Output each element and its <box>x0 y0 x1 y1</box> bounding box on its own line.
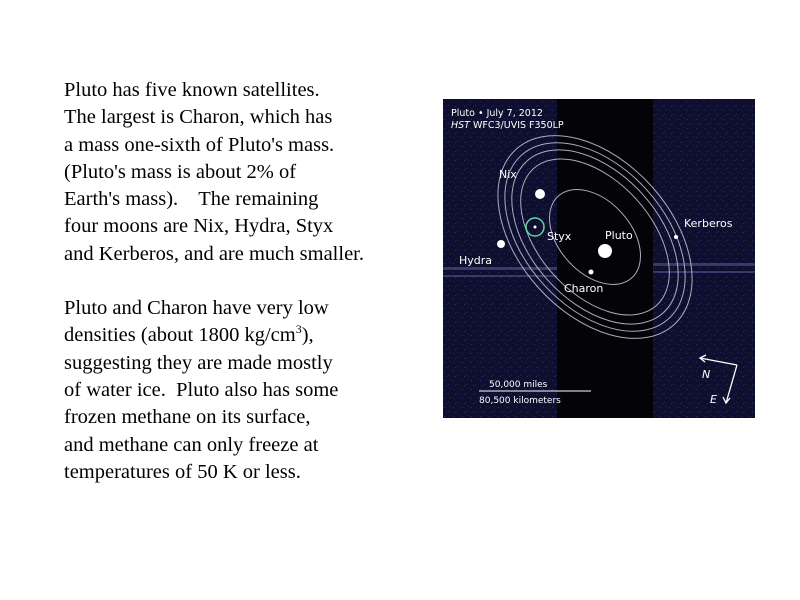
charon-moon <box>589 270 594 275</box>
density-close: ), <box>301 324 314 347</box>
styx-moon <box>534 226 537 229</box>
text-line: four moons are Nix, Hydra, Styx <box>64 215 334 238</box>
text-line: temperatures of 50 K or less. <box>64 460 301 483</box>
text-line: of water ice. Pluto also has some <box>64 378 339 401</box>
text-line: and methane can only freeze at <box>64 433 319 456</box>
label-hydra: Hydra <box>459 254 493 267</box>
kerberos-moon <box>674 235 678 239</box>
text-line: suggesting they are made mostly <box>64 351 333 374</box>
text-line: frozen methane on its surface, <box>64 406 311 429</box>
superscript-3: 3 <box>295 322 302 337</box>
caption-hst: HST <box>451 120 470 131</box>
pluto-moons-image <box>443 99 755 418</box>
dark-center-band <box>557 99 653 418</box>
scale-miles: 50,000 miles <box>489 380 548 390</box>
image-caption-title: Pluto • July 7, 2012 <box>451 108 543 119</box>
compass-east: E <box>710 393 717 406</box>
paragraph-gap <box>64 268 434 295</box>
label-pluto: Pluto <box>605 229 633 242</box>
caption-filter: WFC3/UVIS F350LP <box>469 120 564 131</box>
hydra-moon <box>497 240 505 248</box>
text-line: a mass one-sixth of Pluto's mass. <box>64 133 335 156</box>
density-text: densities (about 1800 kg/cm <box>64 324 296 347</box>
label-styx: Styx <box>547 230 572 243</box>
nix-moon <box>535 189 545 199</box>
pluto-moons-svg <box>443 99 755 418</box>
text-line: (Pluto's mass is about 2% of <box>64 160 297 183</box>
text-line-density <box>64 322 434 349</box>
text-line: and Kerberos, and are much smaller. <box>64 242 364 265</box>
pluto-body <box>598 244 612 258</box>
text-line: Pluto has five known satellites. <box>64 79 320 101</box>
compass-north: N <box>702 368 711 381</box>
scale-km: 80,500 kilometers <box>479 396 561 406</box>
slide-text <box>64 77 434 486</box>
text-line: Pluto and Charon have very low <box>64 297 329 320</box>
image-caption-instrument <box>451 120 564 131</box>
label-charon: Charon <box>564 282 604 295</box>
text-line: The largest is Charon, which has <box>64 106 333 129</box>
text-line: Earth's mass). The remaining <box>64 188 319 211</box>
label-nix: Nix <box>499 168 517 181</box>
label-kerberos: Kerberos <box>684 217 733 230</box>
